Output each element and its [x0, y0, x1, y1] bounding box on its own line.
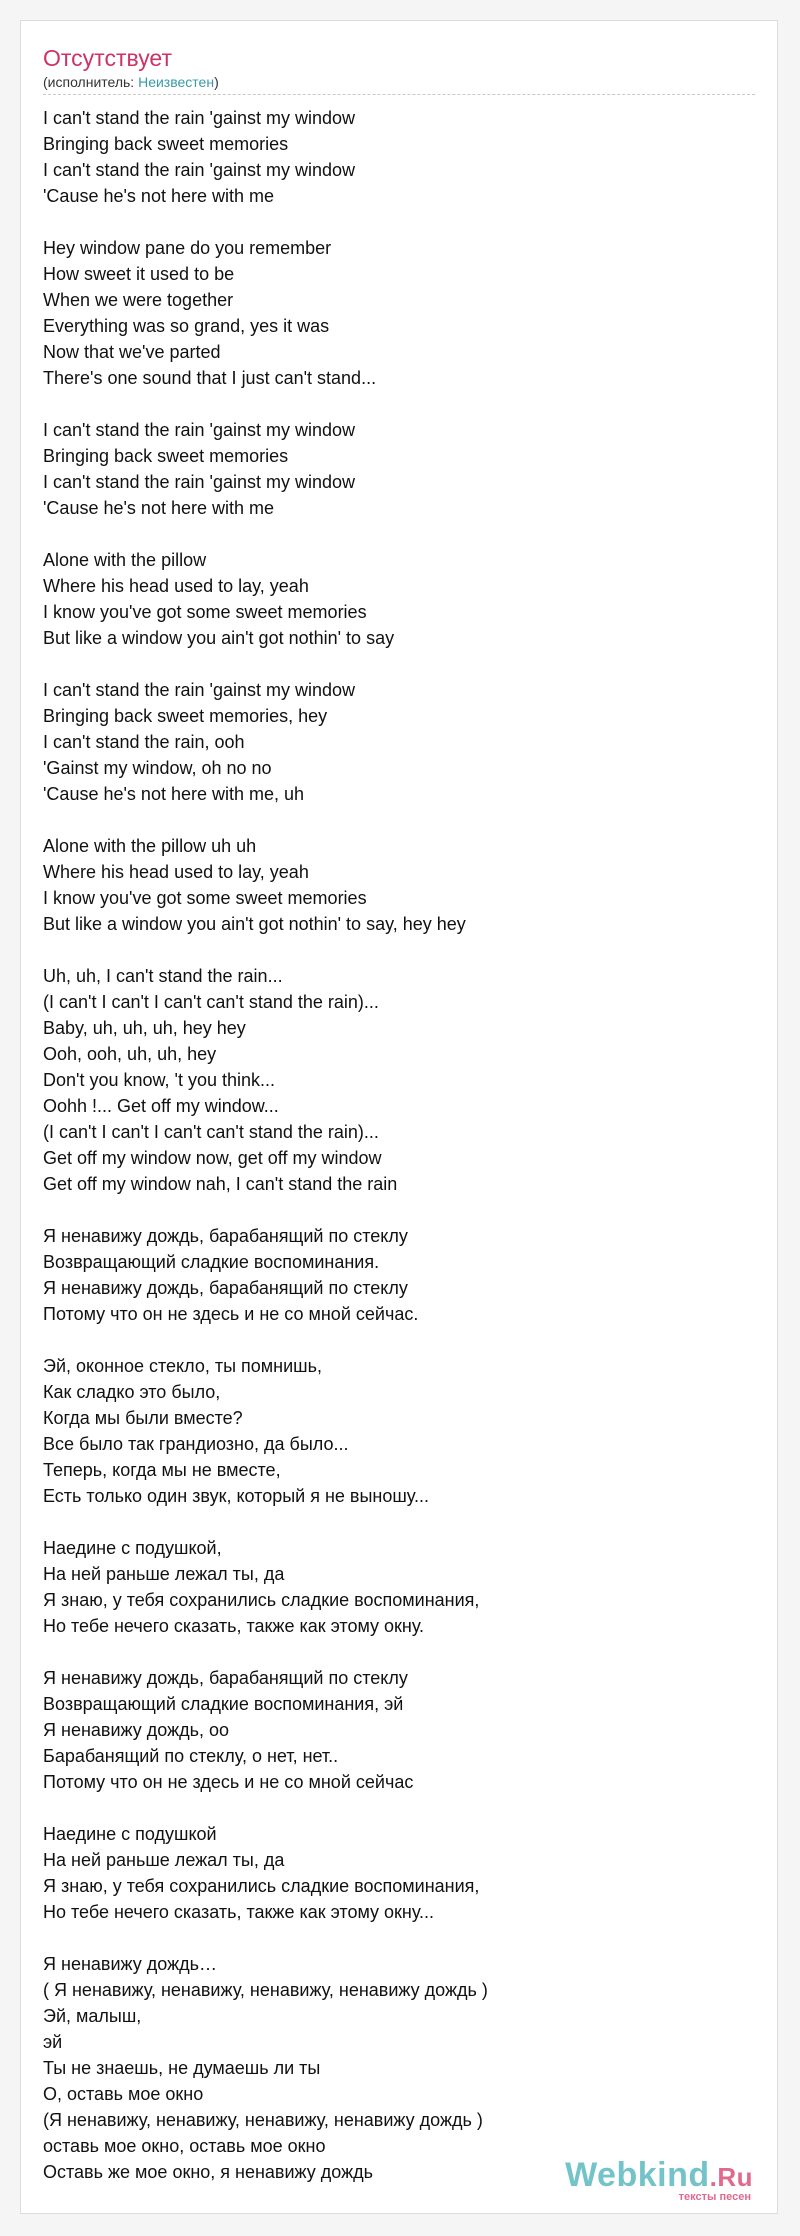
- lyric-line: Возвращающий сладкие воспоминания.: [43, 1252, 380, 1272]
- lyric-line: Я ненавижу дождь, барабанящий по стеклу: [43, 1226, 408, 1246]
- lyric-line: Возвращающий сладкие воспоминания, эй: [43, 1694, 404, 1714]
- lyric-line: Но тебе нечего сказать, также как этому окну...: [43, 1902, 435, 1922]
- lyric-line: I can't stand the rain 'gainst my window: [43, 420, 356, 440]
- lyric-line: (Я ненавижу, ненавижу, ненавижу, ненавижу дождь ): [43, 2110, 483, 2130]
- logo-tagline: тексты песен: [678, 2191, 751, 2203]
- lyric-line: 'Cause he's not here with me, uh: [43, 784, 305, 804]
- stanza-break: [43, 1639, 743, 1665]
- logo-main-text: Webkind: [565, 2156, 710, 2194]
- lyric-line: Потому что он не здесь и не со мной сейчас.: [43, 1304, 419, 1324]
- artist-link[interactable]: Неизвестен: [138, 74, 215, 90]
- stanza-break: [43, 651, 743, 677]
- lyric-line: I can't stand the rain 'gainst my window: [43, 680, 356, 700]
- lyric-line: I can't stand the rain 'gainst my window: [43, 108, 356, 128]
- lyric-line: Все было так грандиозно, да было...: [43, 1434, 349, 1454]
- lyric-line: Where his head used to lay, yeah: [43, 576, 309, 596]
- lyric-line: But like a window you ain't got nothin' to say: [43, 628, 395, 648]
- lyric-line: Where his head used to lay, yeah: [43, 862, 309, 882]
- stanza-break: [43, 1327, 743, 1353]
- stanza-break: [43, 937, 743, 963]
- lyric-line: Как сладко это было,: [43, 1382, 221, 1402]
- lyric-line: Get off my window nah, I can't stand the rain: [43, 1174, 398, 1194]
- lyric-line: Теперь, когда мы не вместе,: [43, 1460, 281, 1480]
- logo-wordmark: [565, 2158, 753, 2194]
- lyric-line: Oohh !... Get off my window...: [43, 1096, 279, 1116]
- lyric-line: Я знаю, у тебя сохранились сладкие воспоминания,: [43, 1876, 480, 1896]
- lyrics-card: [20, 20, 778, 2214]
- lyric-line: I can't stand the rain, ooh: [43, 732, 245, 752]
- stanza-break: [43, 807, 743, 833]
- lyric-line: Bringing back sweet memories: [43, 134, 289, 154]
- logo-tld-text: .Ru: [709, 2162, 753, 2192]
- lyric-line: Но тебе нечего сказать, также как этому окну.: [43, 1616, 425, 1636]
- lyric-line: I can't stand the rain 'gainst my window: [43, 160, 356, 180]
- lyric-line: 'Cause he's not here with me: [43, 186, 274, 206]
- lyric-line: Потому что он не здесь и не со мной сейчас: [43, 1772, 414, 1792]
- lyric-line: Alone with the pillow: [43, 550, 207, 570]
- lyric-line: 'Gainst my window, oh no no: [43, 758, 272, 778]
- stanza-break: [43, 1197, 743, 1223]
- lyric-line: Я ненавижу дождь, барабанящий по стеклу: [43, 1668, 408, 1688]
- lyric-line: Наедине с подушкой,: [43, 1538, 222, 1558]
- lyric-line: Наедине с подушкой: [43, 1824, 217, 1844]
- lyric-line: When we were together: [43, 290, 234, 310]
- stanza-break: [43, 1795, 743, 1821]
- lyrics-text: [43, 105, 743, 2185]
- lyric-line: How sweet it used to be: [43, 264, 235, 284]
- lyric-line: 'Cause he's not here with me: [43, 498, 274, 518]
- stanza-break: [43, 209, 743, 235]
- lyric-line: Hey window pane do you remember: [43, 238, 332, 258]
- lyric-line: Я ненавижу дождь…: [43, 1954, 217, 1974]
- lyric-line: I can't stand the rain 'gainst my window: [43, 472, 356, 492]
- song-title: Отсутствует: [43, 45, 172, 71]
- lyric-line: Alone with the pillow uh uh: [43, 836, 257, 856]
- lyric-line: На ней раньше лежал ты, да: [43, 1564, 285, 1584]
- lyric-line: I know you've got some sweet memories: [43, 602, 367, 622]
- lyric-line: Now that we've parted: [43, 342, 221, 362]
- lyric-line: Ooh, ooh, uh, uh, hey: [43, 1044, 217, 1064]
- lyric-line: Baby, uh, uh, uh, hey hey: [43, 1018, 246, 1038]
- lyric-line: Эй, оконное стекло, ты помнишь,: [43, 1356, 322, 1376]
- lyric-line: Я ненавижу дождь, оо: [43, 1720, 230, 1740]
- lyric-line: Есть только один звук, который я не выношу...: [43, 1486, 430, 1506]
- lyric-line: Эй, малыш,: [43, 2006, 142, 2026]
- stanza-break: [43, 1509, 743, 1535]
- lyric-line: Everything was so grand, yes it was: [43, 316, 330, 336]
- lyric-line: Bringing back sweet memories, hey: [43, 706, 328, 726]
- lyric-line: эй: [43, 2032, 63, 2052]
- artist-line: [43, 73, 219, 91]
- lyric-line: There's one sound that I just can't stand...: [43, 368, 377, 388]
- site-logo[interactable]: [565, 2158, 753, 2203]
- lyric-line: Барабанящий по стеклу, о нет, нет..: [43, 1746, 339, 1766]
- lyric-line: Я ненавижу дождь, барабанящий по стеклу: [43, 1278, 408, 1298]
- stanza-break: [43, 391, 743, 417]
- artist-prefix: (исполнитель:: [43, 74, 139, 90]
- lyric-line: I know you've got some sweet memories: [43, 888, 367, 908]
- lyric-line: Оставь же мое окно, я ненавижу дождь: [43, 2162, 374, 2182]
- artist-suffix: ): [214, 74, 219, 90]
- lyric-line: Don't you know, 't you think...: [43, 1070, 275, 1090]
- header-divider: [43, 94, 755, 95]
- lyric-line: Bringing back sweet memories: [43, 446, 289, 466]
- lyric-line: Get off my window now, get off my window: [43, 1148, 382, 1168]
- lyric-line: (I can't I can't I can't can't stand the rain)...: [43, 992, 379, 1012]
- lyric-line: But like a window you ain't got nothin' to say, hey hey: [43, 914, 466, 934]
- lyric-line: (I can't I can't I can't can't stand the rain)...: [43, 1122, 379, 1142]
- lyric-line: О, оставь мое окно: [43, 2084, 204, 2104]
- lyric-line: оставь мое окно, оставь мое окно: [43, 2136, 326, 2156]
- lyric-line: На ней раньше лежал ты, да: [43, 1850, 285, 1870]
- lyric-line: Uh, uh, I can't stand the rain...: [43, 966, 283, 986]
- lyric-line: ( Я ненавижу, ненавижу, ненавижу, ненавижу дождь ): [43, 1980, 488, 2000]
- stanza-break: [43, 521, 743, 547]
- lyric-line: Ты не знаешь, не думаешь ли ты: [43, 2058, 321, 2078]
- stanza-break: [43, 1925, 743, 1951]
- lyric-line: Я знаю, у тебя сохранились сладкие воспоминания,: [43, 1590, 480, 1610]
- lyric-line: Когда мы были вместе?: [43, 1408, 243, 1428]
